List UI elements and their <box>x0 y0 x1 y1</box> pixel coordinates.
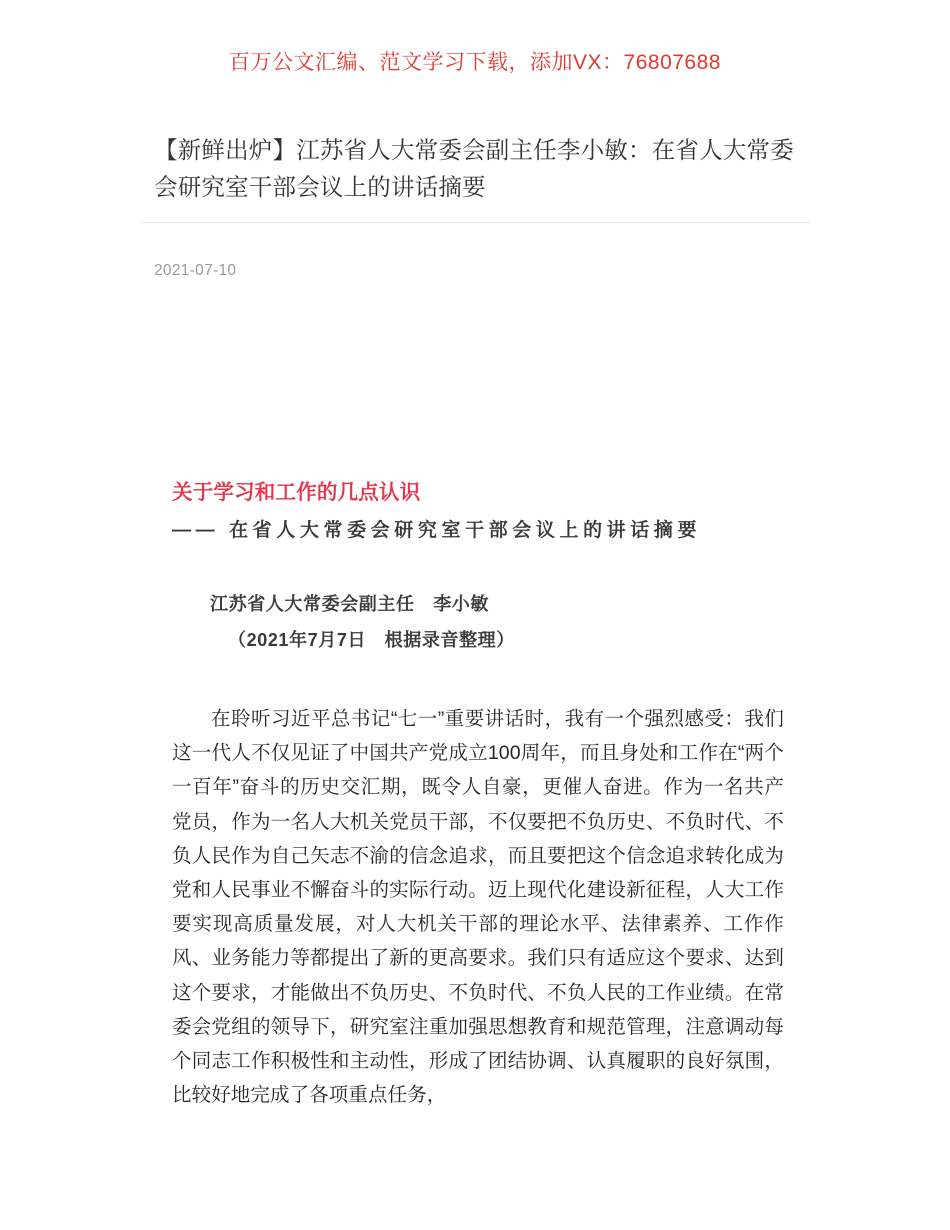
speech-date-note: （2021年7月7日 根据录音整理） <box>228 630 515 650</box>
document-heading: 关于学习和工作的几点认识 <box>172 481 421 504</box>
author-title-and-name: 江苏省人大常委会副主任 李小敏 <box>210 594 489 614</box>
promo-watermark-header: 百万公文汇编、范文学习下载，添加VX：76807688 <box>229 51 721 74</box>
title-divider <box>140 222 810 223</box>
document-subheading: —— 在省人大常委会研究室干部会议上的讲话摘要 <box>172 520 702 541</box>
page-title: 【新鲜出炉】江苏省人大常委会副主任李小敏：在省人大常委会研究室干部会议上的讲话摘要 <box>154 137 794 200</box>
article-publish-date: 2021-07-10 <box>154 262 237 279</box>
article-header <box>140 132 810 279</box>
author-block <box>172 590 784 654</box>
document-paragraph: 在聆听习近平总书记“七一”重要讲话时，我有一个强烈感受：我们这一代人不仅见证了中国共产党成立100周年，而且身处和工作在“两个一百年”奋斗的历史交汇期，既令人自豪，更催人奋进。作为一名共产党员，作为一名人大机关党员干部，不仅要把不负历史、不负时代、不负人民作为自己矢志不渝的信念追求，而且要把这个信念追求转化成为党和人民事业不懈奋斗的实际行动。迈上现代化建设新征程，人大工作要实现高质量发展，对人大机关干部的理论水平、法律素养、工作作风、业务能力等都提出了新的更高要求。我们只有适应这个要求、达到这个要求，才能做出不负历史、不负时代、不负人民的工作业绩。在常委会党组的领导下，研究室注重加强思想教育和规范管理，注意调动每个同志工作积极性和主动性，形成了团结协调、认真履职的良好氛围，比较好地完成了各项重点任务， <box>172 708 784 1107</box>
document-content <box>172 478 784 1112</box>
